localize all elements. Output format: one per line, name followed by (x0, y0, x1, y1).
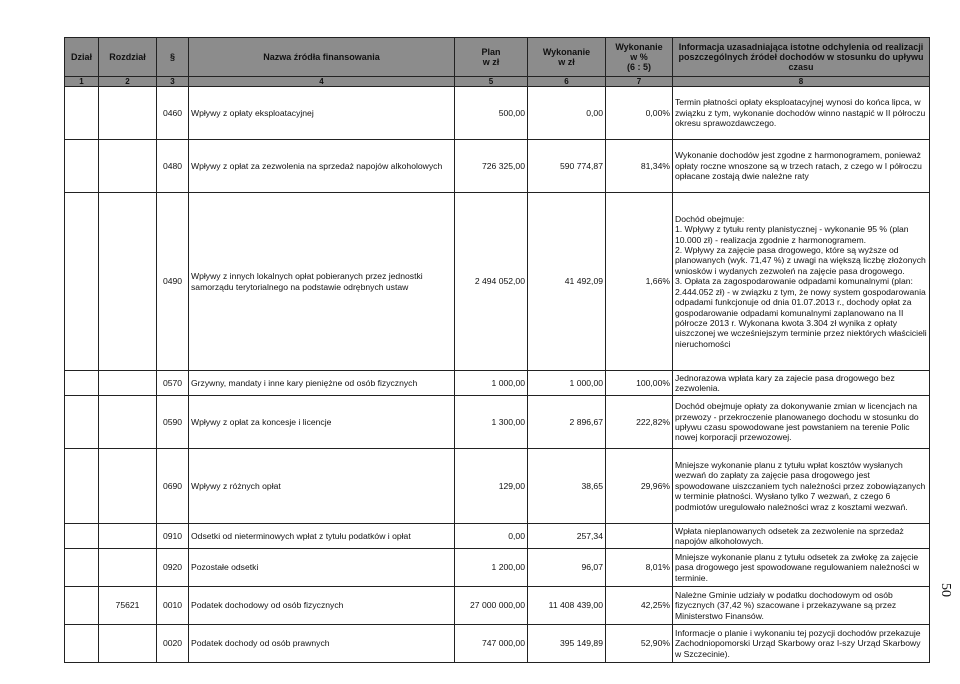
cell-wykonanie: 257,34 (528, 524, 606, 549)
cell-rozdzial: 75621 (99, 587, 157, 625)
cell-info: Wykonanie dochodów jest zgodne z harmonogramem, ponieważ opłaty roczne wnoszone są w trzech ratach, z czego w I półroczu opłacane zostają dwie należne raty (673, 140, 930, 193)
cell-info: Mniejsze wykonanie planu z tytułu odsetek za zwłokę za zajęcie pasa drogowego jest spowodowane regulowaniem należności w terminie. (673, 549, 930, 587)
cell-wykonanie: 96,07 (528, 549, 606, 587)
cell-procent: 81,34% (606, 140, 673, 193)
cell-wykonanie: 0,00 (528, 87, 606, 140)
column-number: 5 (455, 77, 528, 87)
column-number: 4 (189, 77, 455, 87)
cell-rozdzial (99, 371, 157, 396)
cell-nazwa: Podatek dochody od osób prawnych (189, 625, 455, 663)
cell-info: Dochód obejmuje: 1. Wpływy z tytułu renty planistycznej - wykonanie 95 % (plan 10.000 zł) - realizacja zgodnie z harmonogramem. 2. Wpływy za zajęcie pasa drogowego, które są wyższe od planowanych (wyk. 71,47 %) z uwagi na większą liczbę złożonych wniosków i wydanych zezwoleń na zajęcie pasa drogowego. 3. Opłata za zagospodarowanie odpadami komunalnymi (plan: 2.444.052 zł) - w związku z tym, że nowy system gospodarowania odpadami funkcjonuje od dnia 01.07.2013 r., dochody opłat za gospodarowanie odpadami komunalnymi zaplanowano na II półrocze 2013 r. Wykonana kwota 3.304 zł wynika z opłaty uiszczonej we wcześniejszym terminie przez niektórych właścicieli nieruchomości (673, 193, 930, 371)
cell-nazwa: Wpływy z różnych opłat (189, 449, 455, 524)
header-nazwa: Nazwa źródła finansowania (189, 38, 455, 77)
cell-rozdzial (99, 87, 157, 140)
cell-paragraf: 0010 (157, 587, 189, 625)
cell-dzial (65, 396, 99, 449)
cell-plan: 747 000,00 (455, 625, 528, 663)
cell-rozdzial (99, 549, 157, 587)
cell-plan: 500,00 (455, 87, 528, 140)
cell-dzial (65, 524, 99, 549)
cell-procent: 52,90% (606, 625, 673, 663)
cell-dzial (65, 371, 99, 396)
cell-nazwa: Wpływy z innych lokalnych opłat pobieranych przez jednostki samorządu terytorialnego na podstawie odrębnych ustaw (189, 193, 455, 371)
cell-plan: 726 325,00 (455, 140, 528, 193)
cell-wykonanie: 38,65 (528, 449, 606, 524)
column-number: 6 (528, 77, 606, 87)
table-row (65, 193, 930, 371)
income-table (64, 37, 930, 663)
table-row (65, 625, 930, 663)
cell-plan: 2 494 052,00 (455, 193, 528, 371)
cell-paragraf: 0910 (157, 524, 189, 549)
cell-info: Dochód obejmuje opłaty za dokonywanie zmian w licencjach na przewozy - przekroczenie planowanego dochodu w stosunku do upływu czasu spowodowane jest powstaniem na terenie Polic nowej korporacji przewozowej. (673, 396, 930, 449)
cell-dzial (65, 140, 99, 193)
cell-dzial (65, 587, 99, 625)
cell-procent (606, 524, 673, 549)
header-informacja: Informacja uzasadniająca istotne odchylenia od realizacji poszczególnych źródeł dochodów w stosunku do upływu czasu (673, 38, 930, 77)
header-plan: Plan w zł (455, 38, 528, 77)
table-row (65, 549, 930, 587)
cell-paragraf: 0490 (157, 193, 189, 371)
column-number: 2 (99, 77, 157, 87)
cell-info: Informacje o planie i wykonaniu tej pozycji dochodów przekazuje Zachodniopomorski Urząd Skarbowy oraz I-szy Urząd Skarbowy w Szczecinie). (673, 625, 930, 663)
table-row (65, 371, 930, 396)
cell-nazwa: Wpływy z opłaty eksploatacyjnej (189, 87, 455, 140)
table-row (65, 524, 930, 549)
cell-nazwa: Grzywny, mandaty i inne kary pieniężne od osób fizycznych (189, 371, 455, 396)
cell-plan: 1 300,00 (455, 396, 528, 449)
cell-paragraf: 0020 (157, 625, 189, 663)
cell-procent: 29,96% (606, 449, 673, 524)
header-dzial: Dział (65, 38, 99, 77)
table-row (65, 449, 930, 524)
cell-procent: 1,66% (606, 193, 673, 371)
cell-paragraf: 0480 (157, 140, 189, 193)
cell-procent: 42,25% (606, 587, 673, 625)
cell-wykonanie: 1 000,00 (528, 371, 606, 396)
table-row (65, 396, 930, 449)
cell-paragraf: 0570 (157, 371, 189, 396)
cell-wykonanie: 2 896,67 (528, 396, 606, 449)
header-rozdzial: Rozdział (99, 38, 157, 77)
column-number: 3 (157, 77, 189, 87)
header-paragraf: § (157, 38, 189, 77)
cell-info: Termin płatności opłaty eksploatacyjnej wynosi do końca lipca, w związku z tym, wykonanie dochodów winno nastąpić w II półroczu okresu sprawozdawczego. (673, 87, 930, 140)
cell-dzial (65, 193, 99, 371)
cell-info: Jednorazowa wpłata kary za zajecie pasa drogowego bez zezwolenia. (673, 371, 930, 396)
column-number-row (65, 77, 930, 87)
header-row (65, 38, 930, 77)
cell-rozdzial (99, 140, 157, 193)
cell-info: Należne Gminie udziały w podatku dochodowym od osób fizycznych (37,42 %) szacowane i przekazywane są przez Ministerstwo Finansów. (673, 587, 930, 625)
header-procent: Wykonanie w % (6 : 5) (606, 38, 673, 77)
cell-rozdzial (99, 625, 157, 663)
cell-wykonanie: 41 492,09 (528, 193, 606, 371)
cell-paragraf: 0460 (157, 87, 189, 140)
cell-wykonanie: 11 408 439,00 (528, 587, 606, 625)
cell-procent: 8,01% (606, 549, 673, 587)
cell-paragraf: 0920 (157, 549, 189, 587)
cell-plan: 1 000,00 (455, 371, 528, 396)
cell-nazwa: Wpływy z opłat za koncesje i licencje (189, 396, 455, 449)
table-row (65, 87, 930, 140)
cell-rozdzial (99, 524, 157, 549)
cell-dzial (65, 625, 99, 663)
cell-rozdzial (99, 396, 157, 449)
column-number: 8 (673, 77, 930, 87)
cell-dzial (65, 449, 99, 524)
cell-procent: 222,82% (606, 396, 673, 449)
column-number: 7 (606, 77, 673, 87)
budget-income-sheet (64, 37, 929, 663)
cell-info: Mniejsze wykonanie planu z tytułu wpłat kosztów wysłanych wezwań do zapłaty za zajęcie pasa drogowego jest spowodowane uiszczaniem tych należności przez zobowiązanych w terminie płatności. Wysłano tylko 7 wezwań, z czego 6 podmiotów uregulowało należności wraz z kosztami wezwań. (673, 449, 930, 524)
cell-plan: 129,00 (455, 449, 528, 524)
cell-dzial (65, 549, 99, 587)
cell-nazwa: Wpływy z opłat za zezwolenia na sprzedaż napojów alkoholowych (189, 140, 455, 193)
cell-plan: 1 200,00 (455, 549, 528, 587)
cell-rozdzial (99, 193, 157, 371)
cell-dzial (65, 87, 99, 140)
page-number: 50 (938, 583, 953, 597)
cell-plan: 0,00 (455, 524, 528, 549)
cell-nazwa: Podatek dochodowy od osób fizycznych (189, 587, 455, 625)
header-wykonanie: Wykonanie w zł (528, 38, 606, 77)
cell-info: Wpłata nieplanowanych odsetek za zezwolenie na sprzedaż napojów alkoholowych. (673, 524, 930, 549)
cell-paragraf: 0690 (157, 449, 189, 524)
cell-procent: 100,00% (606, 371, 673, 396)
table-row (65, 140, 930, 193)
cell-nazwa: Odsetki od nieterminowych wpłat z tytułu podatków i opłat (189, 524, 455, 549)
cell-rozdzial (99, 449, 157, 524)
table-row (65, 587, 930, 625)
cell-procent: 0,00% (606, 87, 673, 140)
cell-plan: 27 000 000,00 (455, 587, 528, 625)
column-number: 1 (65, 77, 99, 87)
cell-nazwa: Pozostałe odsetki (189, 549, 455, 587)
cell-paragraf: 0590 (157, 396, 189, 449)
cell-wykonanie: 590 774,87 (528, 140, 606, 193)
cell-wykonanie: 395 149,89 (528, 625, 606, 663)
